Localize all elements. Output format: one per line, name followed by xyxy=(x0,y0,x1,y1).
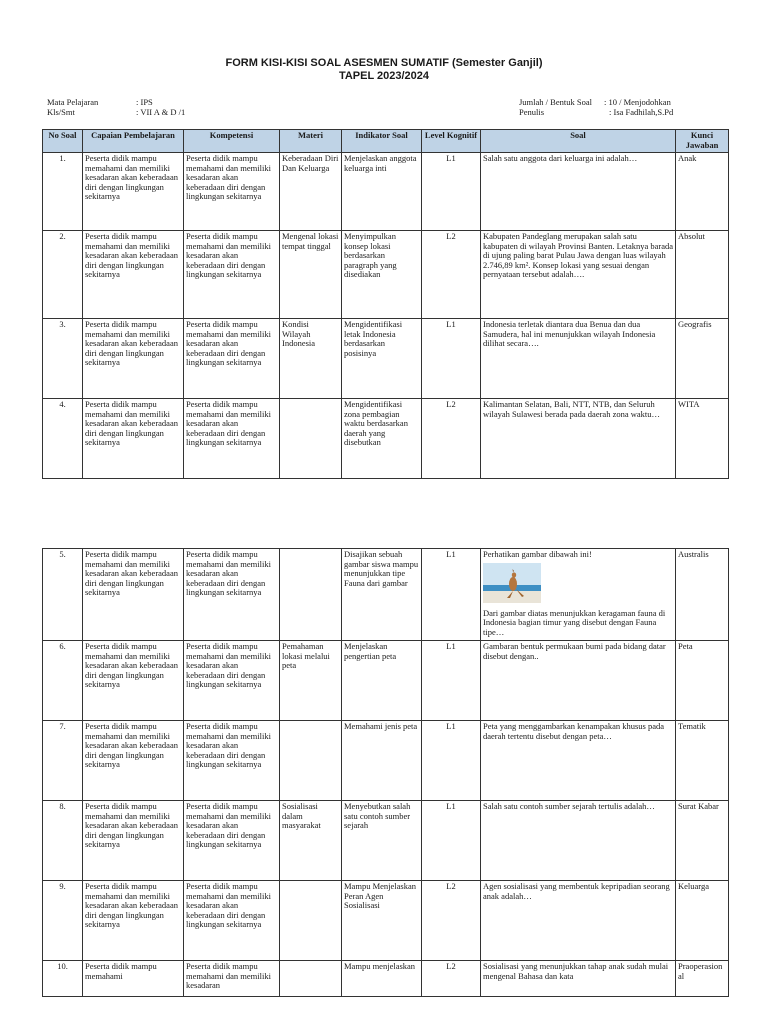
cell-kunci: Absolut xyxy=(676,231,729,319)
cell-no: 6. xyxy=(43,641,83,721)
cell-level: L1 xyxy=(422,721,481,801)
cell-soal: Kabupaten Pandeglang merupakan salah satu kabupaten di wilayah Provinsi Banten. Letaknya barada di ujung paling barat Pulau Jawa dengan luas wilayah 2.746,89 km². Konsep lokasi yang sesuai dengan pernyataan tersebut adalah…. xyxy=(481,231,676,319)
cell-no: 10. xyxy=(43,961,83,997)
cell-soal: Gambaran bentuk permukaan bumi pada bidang datar disebut dengan.. xyxy=(481,641,676,721)
table-row xyxy=(43,881,729,961)
cell-indikator: Mampu menjelaskan xyxy=(342,961,422,997)
kisi-kisi-table-page2 xyxy=(42,548,729,997)
cell-materi: Kondisi Wilayah Indonesia xyxy=(280,319,342,399)
cell-no: 5. xyxy=(43,549,83,641)
cell-kunci: Geografis xyxy=(676,319,729,399)
cell-kompetensi: Peserta didik mampu memahami dan memiliki kesadaran akan keberadaan diri dengan lingkungan sekitarnya xyxy=(184,641,280,721)
cell-materi: Sosialisasi dalam masyarakat xyxy=(280,801,342,881)
cell-capaian: Peserta didik mampu memahami dan memiliki kesadaran akan keberadaan diri dengan lingkungan sekitarnya xyxy=(83,641,184,721)
col-header-kompetensi: Kompetensi xyxy=(184,130,280,153)
table-row xyxy=(43,721,729,801)
cell-materi xyxy=(280,549,342,641)
mapel-label: Mata Pelajaran xyxy=(47,97,99,107)
mapel-value: : IPS xyxy=(136,97,153,107)
cell-materi: Mengenal lokasi tempat tinggal xyxy=(280,231,342,319)
cell-materi xyxy=(280,961,342,997)
cell-kunci: Praoperasional xyxy=(676,961,729,997)
form-subtitle: TAPEL 2023/2024 xyxy=(338,70,430,82)
table-row xyxy=(43,801,729,881)
cell-no: 9. xyxy=(43,881,83,961)
cell-indikator: Menyebutkan salah satu contoh sumber sejarah xyxy=(342,801,422,881)
table-row xyxy=(43,641,729,721)
cell-level: L2 xyxy=(422,881,481,961)
cell-soal: Agen sosialisasi yang membentuk kepripadian seorang anak adalah… xyxy=(481,881,676,961)
table-row xyxy=(43,153,729,231)
cell-no: 8. xyxy=(43,801,83,881)
cell-level: L1 xyxy=(422,801,481,881)
kls-value: : VII A & D /1 xyxy=(136,107,186,117)
jumlah-label: Jumlah / Bentuk Soal xyxy=(519,97,592,107)
cell-materi xyxy=(280,399,342,479)
cell-kompetensi: Peserta didik mampu memahami dan memiliki kesadaran akan keberadaan diri dengan lingkungan sekitarnya xyxy=(184,881,280,961)
cell-soal: Sosialisasi yang menunjukkan tahap anak sudah mulai mengenal Bahasa dan kata xyxy=(481,961,676,997)
cell-no: 7. xyxy=(43,721,83,801)
col-header-capaian: Capaian Pembelajaran xyxy=(83,130,184,153)
cell-kompetensi: Peserta didik mampu memahami dan memiliki kesadaran akan keberadaan diri dengan lingkungan sekitarnya xyxy=(184,319,280,399)
cell-capaian: Peserta didik mampu memahami dan memiliki kesadaran akan keberadaan diri dengan lingkungan sekitarnya xyxy=(83,549,184,641)
cell-capaian: Peserta didik mampu memahami dan memiliki kesadaran akan keberadaan diri dengan lingkungan sekitarnya xyxy=(83,319,184,399)
table-header-row xyxy=(43,130,729,153)
cell-capaian: Peserta didik mampu memahami dan memiliki kesadaran akan keberadaan diri dengan lingkungan sekitarnya xyxy=(83,153,184,231)
col-header-level: Level Kognitif xyxy=(422,130,481,153)
cell-indikator: Menyimpulkan konsep lokasi berdasarkan paragraph yang disediakan xyxy=(342,231,422,319)
cell-capaian: Peserta didik mampu memahami xyxy=(83,961,184,997)
cell-level: L2 xyxy=(422,231,481,319)
cell-no: 1. xyxy=(43,153,83,231)
cell-kompetensi: Peserta didik mampu memahami dan memiliki kesadaran akan keberadaan diri dengan lingkungan sekitarnya xyxy=(184,801,280,881)
cell-kompetensi: Peserta didik mampu memahami dan memiliki kesadaran akan keberadaan diri dengan lingkungan sekitarnya xyxy=(184,721,280,801)
cell-level: L1 xyxy=(422,153,481,231)
jumlah-value: : 10 / Menjodohkan xyxy=(604,97,671,107)
cell-indikator: Disajikan sebuah gambar siswa mampu menunjukkan tipe Fauna dari gambar xyxy=(342,549,422,641)
table-row xyxy=(43,319,729,399)
cell-level: L2 xyxy=(422,399,481,479)
col-header-kunci: Kunci Jawaban xyxy=(676,130,729,153)
cell-materi xyxy=(280,881,342,961)
kls-label: Kls/Smt xyxy=(47,107,75,117)
cell-no: 2. xyxy=(43,231,83,319)
col-header-soal: Soal xyxy=(481,130,676,153)
col-header-indikator: Indikator Soal xyxy=(342,130,422,153)
col-header-no: No Soal xyxy=(43,130,83,153)
cell-kunci: Surat Kabar xyxy=(676,801,729,881)
cell-capaian: Peserta didik mampu memahami dan memiliki kesadaran akan keberadaan diri dengan lingkungan sekitarnya xyxy=(83,399,184,479)
kangaroo-image xyxy=(483,563,541,603)
table-row xyxy=(43,231,729,319)
cell-capaian: Peserta didik mampu memahami dan memiliki kesadaran akan keberadaan diri dengan lingkungan sekitarnya xyxy=(83,881,184,961)
cell-kunci: WITA xyxy=(676,399,729,479)
cell-kunci: Keluarga xyxy=(676,881,729,961)
cell-indikator: Mampu Menjelaskan Peran Agen Sosialisasi xyxy=(342,881,422,961)
form-title: FORM KISI-KISI SOAL ASESMEN SUMATIF (Semester Ganjil) xyxy=(225,57,543,69)
cell-level: L1 xyxy=(422,641,481,721)
table-row xyxy=(43,399,729,479)
cell-soal xyxy=(481,549,676,641)
cell-soal: Salah satu anggota dari keluarga ini adalah… xyxy=(481,153,676,231)
cell-kompetensi: Peserta didik mampu memahami dan memiliki kesadaran xyxy=(184,961,280,997)
cell-level: L1 xyxy=(422,319,481,399)
cell-kunci: Anak xyxy=(676,153,729,231)
cell-indikator: Menjelaskan pengertian peta xyxy=(342,641,422,721)
cell-materi xyxy=(280,721,342,801)
cell-kunci: Peta xyxy=(676,641,729,721)
cell-soal: Peta yang menggambarkan kenampakan khusus pada daerah tertentu disebut dengan peta… xyxy=(481,721,676,801)
cell-kompetensi: Peserta didik mampu memahami dan memiliki kesadaran akan keberadaan diri dengan lingkungan sekitarnya xyxy=(184,231,280,319)
cell-kompetensi: Peserta didik mampu memahami dan memiliki kesadaran akan keberadaan diri dengan lingkungan sekitarnya xyxy=(184,153,280,231)
cell-indikator: Mengidentifikasi zona pembagian waktu berdasarkan daerah yang disebutkan xyxy=(342,399,422,479)
cell-indikator: Menjelaskan anggota keluarga inti xyxy=(342,153,422,231)
cell-capaian: Peserta didik mampu memahami dan memiliki kesadaran akan keberadaan diri dengan lingkungan sekitarnya xyxy=(83,721,184,801)
penulis-value: : Isa Fadhilah,S.Pd xyxy=(609,107,674,117)
cell-kompetensi: Peserta didik mampu memahami dan memiliki kesadaran akan keberadaan diri dengan lingkungan sekitarnya xyxy=(184,399,280,479)
soal-intro: Perhatikan gambar dibawah ini! xyxy=(483,549,592,559)
soal-question: Dari gambar diatas menunjukkan keragaman fauna di Indonesia bagian timur yang disebut dengan Fauna tipe… xyxy=(483,607,666,637)
penulis-label: Penulis xyxy=(519,107,545,117)
col-header-materi: Materi xyxy=(280,130,342,153)
table-row xyxy=(43,961,729,997)
cell-soal: Salah satu contoh sumber sejarah tertulis adalah… xyxy=(481,801,676,881)
cell-no: 4. xyxy=(43,399,83,479)
cell-level: L2 xyxy=(422,961,481,997)
cell-capaian: Peserta didik mampu memahami dan memiliki kesadaran akan keberadaan diri dengan lingkungan sekitarnya xyxy=(83,231,184,319)
cell-indikator: Memahami jenis peta xyxy=(342,721,422,801)
cell-soal: Kalimantan Selatan, Bali, NTT, NTB, dan Seluruh wilayah Sulawesi berada pada daerah zona waktu… xyxy=(481,399,676,479)
kisi-kisi-table-page1 xyxy=(42,129,729,479)
cell-soal: Indonesia terletak diantara dua Benua dan dua Samudera, hal ini menunjukkan wilayah Indonesia dilihat secara…. xyxy=(481,319,676,399)
cell-kunci: Australis xyxy=(676,549,729,641)
cell-level: L1 xyxy=(422,549,481,641)
cell-materi: Keberadaan Diri Dan Keluarga xyxy=(280,153,342,231)
cell-capaian: Peserta didik mampu memahami dan memiliki kesadaran akan keberadaan diri dengan lingkungan sekitarnya xyxy=(83,801,184,881)
cell-materi: Pemahaman lokasi melalui peta xyxy=(280,641,342,721)
cell-indikator: Mengidentifikasi letak Indonesia berdasarkan posisinya xyxy=(342,319,422,399)
cell-no: 3. xyxy=(43,319,83,399)
table-row xyxy=(43,549,729,641)
cell-kompetensi: Peserta didik mampu memahami dan memiliki kesadaran akan keberadaan diri dengan lingkungan sekitarnya xyxy=(184,549,280,641)
cell-kunci: Tematik xyxy=(676,721,729,801)
